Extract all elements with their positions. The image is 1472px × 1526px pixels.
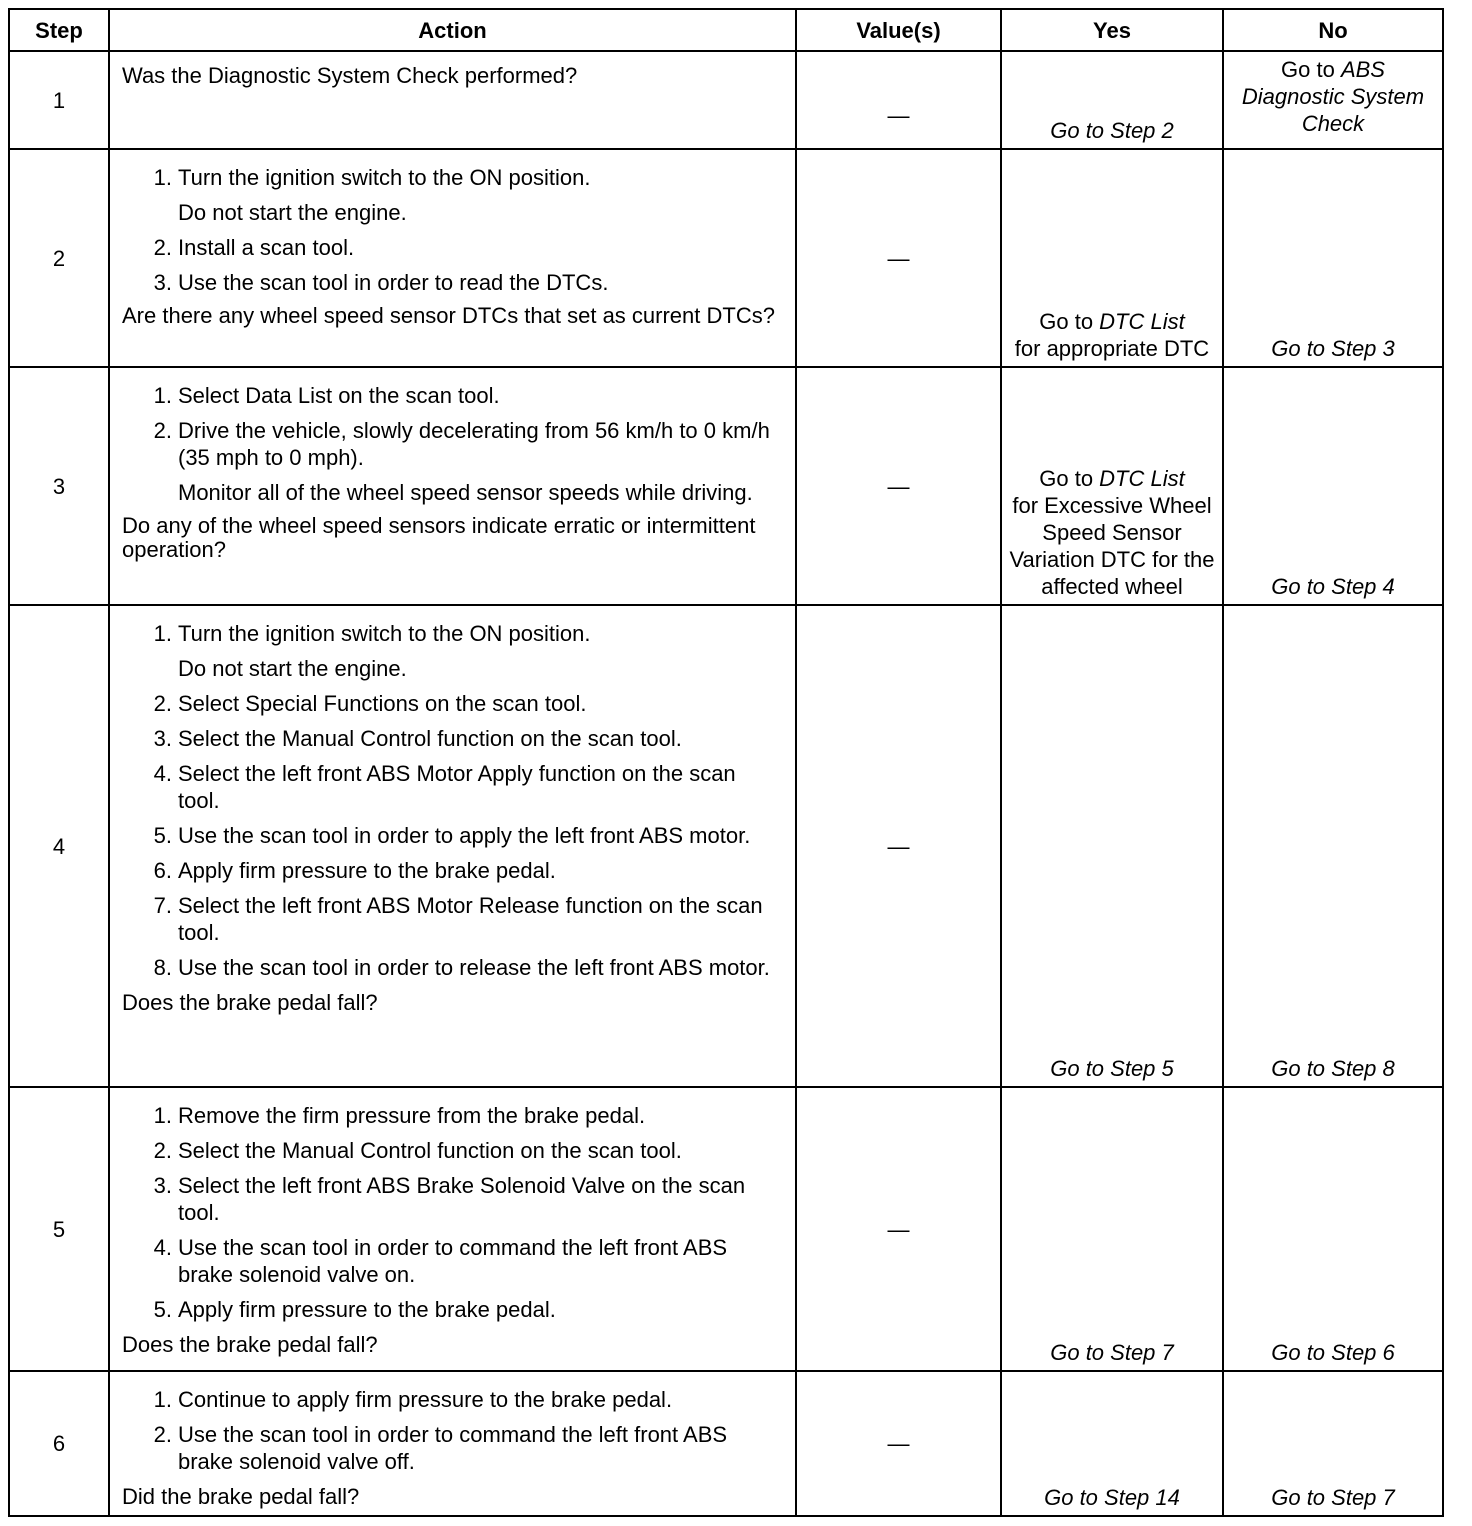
item-text: Drive the vehicle, slowly decelerating from 56 km/h to 0 km/h (35 mph to 0 mph).: [178, 418, 770, 470]
action-item: [122, 954, 783, 981]
action-cell: [109, 367, 796, 605]
action-list: [122, 620, 783, 981]
value-cell: —: [796, 51, 1001, 149]
question-text: Does the brake pedal fall?: [122, 990, 378, 1015]
action-item: [122, 857, 783, 884]
table-row: [9, 1371, 1443, 1516]
item-number: 1.: [153, 1387, 172, 1412]
item-text: Install a scan tool.: [178, 235, 355, 260]
question-text: Does the brake pedal fall?: [122, 1332, 378, 1357]
table-row: [9, 367, 1443, 605]
action-cell: [109, 149, 796, 367]
no-cell[interactable]: [1223, 51, 1443, 149]
header-values: Value(s): [796, 9, 1001, 51]
yes-link[interactable]: DTC List: [1099, 466, 1185, 491]
item-text: Apply firm pressure to the brake pedal.: [178, 858, 556, 883]
item-number: 6.: [153, 858, 172, 883]
diagnostic-table: [8, 8, 1444, 1517]
item-text: Select Data List on the scan tool.: [178, 383, 500, 408]
item-number: 2.: [153, 1422, 172, 1447]
item-number: 2.: [153, 691, 172, 716]
item-number: 3.: [153, 726, 172, 751]
item-text: Select the Manual Control function on the scan tool.: [178, 1138, 682, 1163]
header-no: No: [1223, 9, 1443, 51]
action-list: [122, 1102, 783, 1323]
dash-mark: —: [887, 833, 910, 859]
item-text: Monitor all of the wheel speed sensor speeds while driving.: [178, 480, 753, 505]
action-item: [122, 725, 783, 752]
yes-prefix: Go to: [1039, 309, 1100, 334]
item-number: 2.: [153, 235, 172, 260]
action-item: [122, 269, 783, 296]
item-number: 5.: [153, 823, 172, 848]
yes-link[interactable]: DTC List: [1099, 309, 1185, 334]
dash-mark: —: [887, 473, 910, 499]
item-number: 4.: [153, 761, 172, 786]
item-text: Do not start the engine.: [178, 200, 407, 225]
item-text: Use the scan tool in order to command the left front ABS brake solenoid valve on.: [178, 1235, 728, 1287]
no-prefix: Go to: [1281, 57, 1341, 82]
action-item: [122, 655, 783, 682]
yes-cell[interactable]: [1001, 51, 1223, 149]
step-number: 6: [9, 1371, 109, 1516]
action-list: [122, 164, 783, 296]
item-text: Use the scan tool in order to apply the left front ABS motor.: [178, 823, 751, 848]
dash-mark: —: [887, 245, 910, 271]
yes-link[interactable]: Go to Step 2: [1050, 118, 1174, 143]
action-item: [122, 892, 783, 946]
action-item: [122, 1421, 783, 1475]
no-cell[interactable]: [1223, 605, 1443, 1087]
item-number: 1.: [153, 383, 172, 408]
no-link[interactable]: Go to Step 3: [1271, 336, 1395, 361]
yes-suffix: for Excessive Wheel Speed Sensor Variation DTC for the affected wheel: [1009, 493, 1215, 599]
yes-cell[interactable]: [1001, 149, 1223, 367]
action-item: [122, 417, 783, 471]
item-text: Select the Manual Control function on the scan tool.: [178, 726, 682, 751]
yes-suffix: for appropriate DTC: [1014, 336, 1210, 361]
action-item: [122, 199, 783, 226]
no-cell[interactable]: [1223, 367, 1443, 605]
action-item: [122, 1137, 783, 1164]
action-list: [122, 382, 783, 506]
item-number: 1.: [153, 1103, 172, 1128]
table-row: [9, 51, 1443, 149]
action-item: [122, 382, 783, 409]
action-cell: [109, 51, 796, 149]
step-number: 3: [9, 367, 109, 605]
item-number: 1.: [153, 621, 172, 646]
step-number: 5: [9, 1087, 109, 1371]
value-cell: [796, 1371, 1001, 1516]
action-cell: [109, 1371, 796, 1516]
header-yes: Yes: [1001, 9, 1223, 51]
item-text: Continue to apply firm pressure to the brake pedal.: [178, 1387, 673, 1412]
header-row: [9, 9, 1443, 51]
step-number: 1: [9, 51, 109, 149]
header-action: Action: [109, 9, 796, 51]
item-text: Select the left front ABS Motor Apply function on the scan tool.: [178, 761, 736, 813]
yes-link[interactable]: Go to Step 14: [1044, 1485, 1180, 1510]
question-text: Do any of the wheel speed sensors indicate erratic or intermittent operation?: [122, 513, 756, 562]
no-link[interactable]: Go to Step 7: [1271, 1485, 1395, 1510]
item-text: Select Special Functions on the scan tool.: [178, 691, 587, 716]
item-text: Remove the firm pressure from the brake pedal.: [178, 1103, 646, 1128]
action-item: [122, 479, 783, 506]
no-link[interactable]: Go to Step 6: [1271, 1340, 1395, 1365]
table-row: [9, 1087, 1443, 1371]
question-text: Was the Diagnostic System Check performed?: [122, 63, 578, 88]
no-cell[interactable]: [1223, 1087, 1443, 1371]
item-number: 1.: [153, 165, 172, 190]
table-row: [9, 605, 1443, 1087]
item-number: 3.: [153, 270, 172, 295]
no-cell[interactable]: [1223, 1371, 1443, 1516]
table-row: [9, 149, 1443, 367]
item-text: Turn the ignition switch to the ON position.: [178, 165, 591, 190]
no-link[interactable]: Go to Step 8: [1271, 1056, 1395, 1081]
action-item: [122, 620, 783, 647]
action-item: [122, 1386, 783, 1413]
action-item: [122, 822, 783, 849]
item-number: 2.: [153, 418, 172, 443]
item-text: Use the scan tool in order to release the left front ABS motor.: [178, 955, 770, 980]
action-list: [122, 1386, 783, 1475]
header-step: Step: [9, 9, 109, 51]
item-text: Use the scan tool in order to read the DTCs.: [178, 270, 609, 295]
yes-cell[interactable]: [1001, 367, 1223, 605]
item-number: 8.: [153, 955, 172, 980]
item-number: 5.: [153, 1297, 172, 1322]
action-item: [122, 234, 783, 261]
dash-mark: —: [887, 1431, 910, 1456]
value-cell: [796, 149, 1001, 367]
item-number: 4.: [153, 1235, 172, 1260]
yes-link[interactable]: Go to Step 7: [1050, 1340, 1174, 1365]
step-number: 2: [9, 149, 109, 367]
action-item: [122, 164, 783, 191]
item-text: Do not start the engine.: [178, 656, 407, 681]
yes-cell[interactable]: [1001, 1087, 1223, 1371]
action-item: [122, 1234, 783, 1288]
question-text: Did the brake pedal fall?: [122, 1484, 360, 1509]
item-number: 2.: [153, 1138, 172, 1163]
item-text: Use the scan tool in order to command the left front ABS brake solenoid valve off.: [178, 1422, 728, 1474]
action-item: [122, 760, 783, 814]
yes-cell[interactable]: [1001, 1371, 1223, 1516]
dash-mark: —: [887, 1216, 910, 1242]
no-link[interactable]: ABS Diagnostic System Check: [1241, 57, 1425, 136]
yes-link[interactable]: Go to Step 5: [1050, 1056, 1174, 1081]
action-item: [122, 1296, 783, 1323]
item-text: Apply firm pressure to the brake pedal.: [178, 1297, 556, 1322]
action-cell: [109, 1087, 796, 1371]
question-text: Are there any wheel speed sensor DTCs that set as current DTCs?: [122, 303, 775, 328]
value-cell: [796, 605, 1001, 1087]
yes-cell[interactable]: [1001, 605, 1223, 1087]
item-text: Select the left front ABS Motor Release function on the scan tool.: [178, 893, 763, 945]
item-number: 3.: [153, 1173, 172, 1198]
yes-prefix: Go to: [1039, 466, 1100, 491]
value-cell: [796, 1087, 1001, 1371]
action-item: [122, 1102, 783, 1129]
item-number: 7.: [153, 893, 172, 918]
item-text: Select the left front ABS Brake Solenoid Valve on the scan tool.: [178, 1173, 746, 1225]
action-cell: [109, 605, 796, 1087]
value-cell: [796, 367, 1001, 605]
action-item: [122, 690, 783, 717]
no-cell[interactable]: [1223, 149, 1443, 367]
no-link[interactable]: Go to Step 4: [1271, 574, 1395, 599]
step-number: 4: [9, 605, 109, 1087]
item-text: Turn the ignition switch to the ON position.: [178, 621, 591, 646]
action-item: [122, 1172, 783, 1226]
